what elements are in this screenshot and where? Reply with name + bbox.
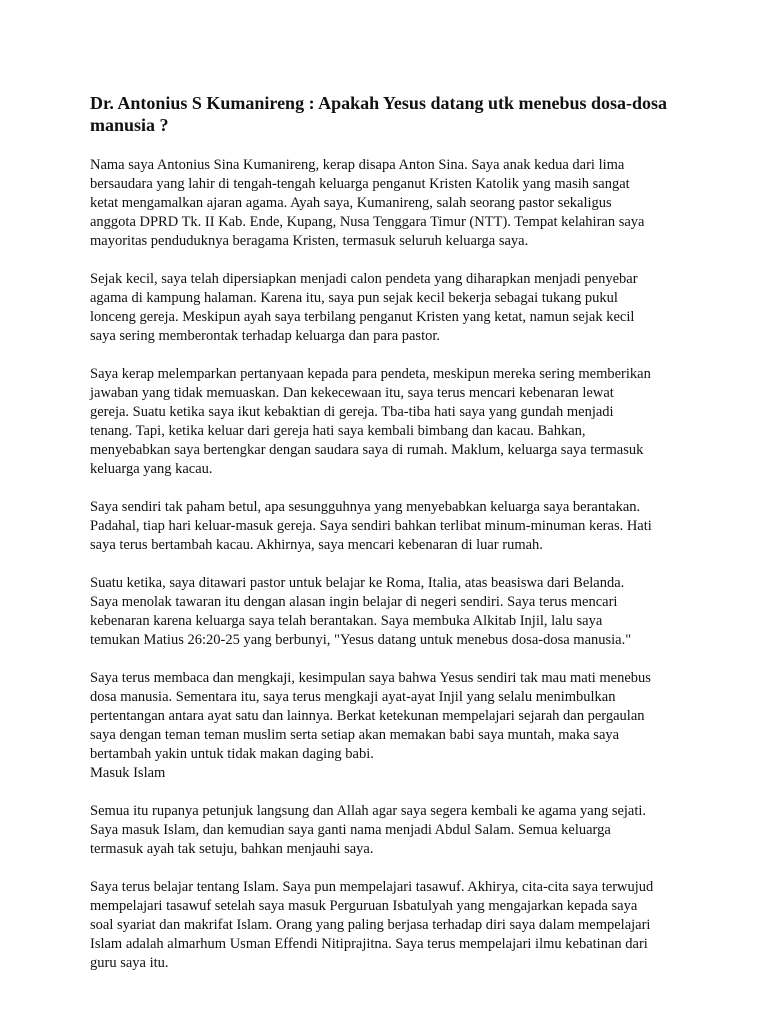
section-heading: Masuk Islam [90, 765, 166, 781]
text-line: kebenaran karena keluarga saya telah berantakan. Saya membuka Alkitab Injil, lalu saya [90, 613, 603, 629]
text-line: Padahal, tiap hari keluar-masuk gereja. Saya sendiri bahkan terlibat minum-minuman keras. Hati [90, 518, 652, 534]
text-line: Saya menolak tawaran itu dengan alasan ingin belajar di negeri sendiri. Saya terus mencari [90, 594, 618, 610]
paragraph-2 [90, 270, 690, 346]
text-line: dosa manusia. Sementara itu, saya terus mengkaji ayat-ayat Injil yang selalu menimbulkan [90, 689, 616, 705]
text-line: Islam adalah almarhum Usman Effendi Nitiprajitna. Saya terus mempelajari ilmu kebatinan dari [90, 936, 648, 952]
article-body [90, 92, 690, 992]
text-line: lonceng gereja. Meskipun ayah saya terbilang penganut Kristen yang ketat, namun sejak kecil [90, 309, 635, 325]
text-line: bertambah yakin untuk tidak makan daging babi. [90, 746, 374, 762]
text-line: gereja. Suatu ketika saya ikut kebaktian di gereja. Tba-tiba hati saya yang gundah menjadi [90, 404, 614, 420]
paragraph-6 [90, 669, 690, 783]
paragraph-5 [90, 574, 690, 650]
text-line: Suatu ketika, saya ditawari pastor untuk belajar ke Roma, Italia, atas beasiswa dari Belanda. [90, 575, 625, 591]
text-line: Saya sendiri tak paham betul, apa sesungguhnya yang menyebabkan keluarga saya berantakan. [90, 499, 641, 515]
paragraph-4 [90, 498, 690, 555]
paragraph-1 [90, 156, 690, 251]
paragraph-8 [90, 878, 690, 973]
text-line: temukan Matius 26:20-25 yang berbunyi, "Yesus datang untuk menebus dosa-dosa manusia." [90, 632, 632, 648]
text-line: Nama saya Antonius Sina Kumanireng, kerap disapa Anton Sina. Saya anak kedua dari lima [90, 157, 625, 173]
paragraph-7 [90, 802, 690, 859]
text-line: ketat mengamalkan ajaran agama. Ayah saya, Kumanireng, salah seorang pastor sekaligus [90, 195, 612, 211]
text-line: termasuk ayah tak setuju, bahkan menjauhi saya. [90, 841, 374, 857]
title-line: Dr. Antonius S Kumanireng : Apakah Yesus datang utk menebus dosa-dosa [90, 93, 668, 113]
article-title [90, 92, 690, 136]
text-line: Semua itu rupanya petunjuk langsung dan Allah agar saya segera kembali ke agama yang sejati. [90, 803, 647, 819]
text-line: tenang. Tapi, ketika keluar dari gereja hati saya kembali bimbang dan kacau. Bahkan, [90, 423, 586, 439]
text-line: Sejak kecil, saya telah dipersiapkan menjadi calon pendeta yang diharapkan menjadi penyebar [90, 271, 638, 287]
text-line: mempelajari tasawuf setelah saya masuk Perguruan Isbatulyah yang mengajarkan kepada saya [90, 898, 638, 914]
text-line: keluarga yang kacau. [90, 461, 213, 477]
text-line: agama di kampung halaman. Karena itu, saya pun sejak kecil bekerja sebagai tukang pukul [90, 290, 618, 306]
text-line: pertentangan antara ayat satu dan lainnya. Berkat ketekunan mempelajari sejarah dan pergaulan [90, 708, 645, 724]
text-line: anggota DPRD Tk. II Kab. Ende, Kupang, Nusa Tenggara Timur (NTT). Tempat kelahiran saya [90, 214, 645, 230]
text-line: saya terus bertambah kacau. Akhirnya, saya mencari kebenaran di luar rumah. [90, 537, 543, 553]
text-line: mayoritas penduduknya beragama Kristen, termasuk seluruh keluarga saya. [90, 233, 529, 249]
paragraph-3 [90, 365, 690, 479]
title-line: manusia ? [90, 115, 169, 135]
text-line: saya dengan teman teman muslim serta setiap akan memakan babi saya muntah, maka saya [90, 727, 620, 743]
text-line: soal syariat dan makrifat Islam. Orang yang paling berjasa terhadap diri saya dalam mempelajari [90, 917, 651, 933]
text-line: saya sering memberontak terhadap keluarga dan para pastor. [90, 328, 441, 344]
text-line: bersaudara yang lahir di tengah-tengah keluarga penganut Kristen Katolik yang masih sangat [90, 176, 630, 192]
text-line: guru saya itu. [90, 955, 169, 971]
text-line: menyebabkan saya bertengkar dengan saudara saya di rumah. Maklum, keluarga saya termasuk [90, 442, 644, 458]
text-line: Saya kerap melemparkan pertanyaan kepada para pendeta, meskipun mereka sering memberikan [90, 366, 651, 382]
text-line: jawaban yang tidak memuaskan. Dan kekecewaan itu, saya terus mencari kebenaran lewat [90, 385, 614, 401]
text-line: Saya terus belajar tentang Islam. Saya pun mempelajari tasawuf. Akhirya, cita-cita saya terwujud [90, 879, 654, 895]
text-line: Saya terus membaca dan mengkaji, kesimpulan saya bahwa Yesus sendiri tak mau mati menebus [90, 670, 651, 686]
text-line: Saya masuk Islam, dan kemudian saya ganti nama menjadi Abdul Salam. Semua keluarga [90, 822, 611, 838]
